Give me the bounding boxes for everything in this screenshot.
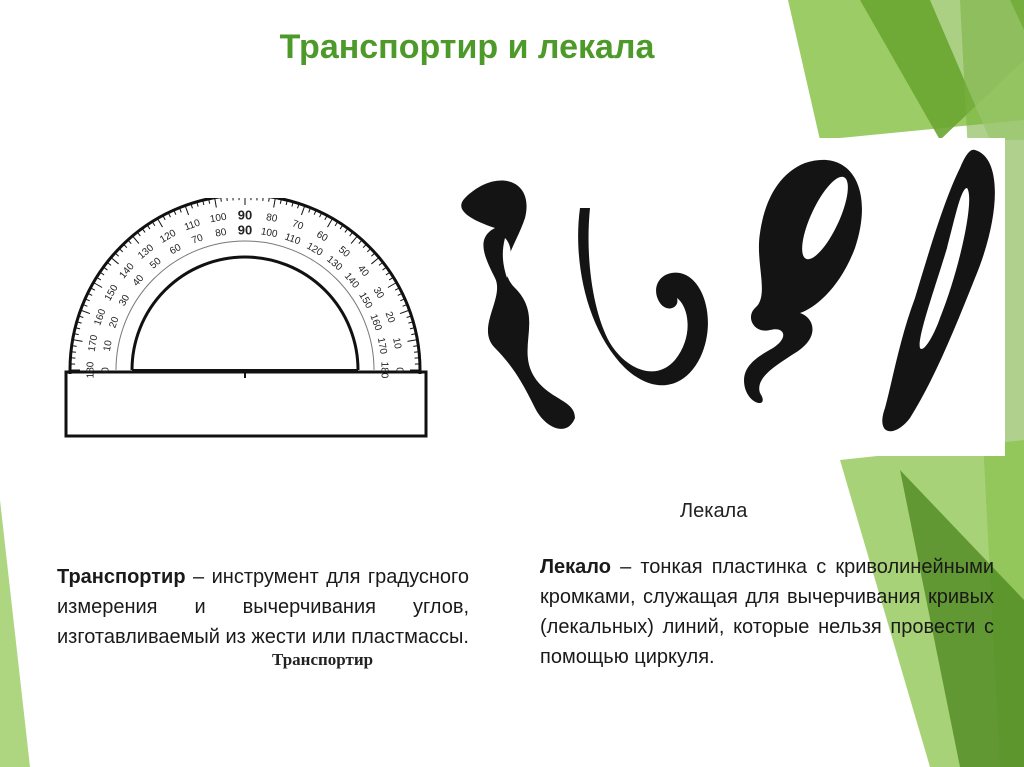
decor-left-corner	[0, 500, 30, 767]
protractor-tick	[407, 340, 417, 342]
french-curves-caption: Лекала	[680, 500, 748, 522]
protractor-scale-label: 0	[393, 367, 405, 373]
protractor-tick	[73, 340, 83, 342]
protractor-tick	[367, 248, 371, 251]
protractor-scale-label: 170	[374, 336, 389, 356]
french-curve-term: Лекало	[540, 556, 611, 578]
protractor-scale-label: 40	[130, 272, 147, 289]
protractor-scale-label: 60	[314, 229, 330, 245]
protractor-tick	[227, 198, 228, 201]
protractor-scale-label: 140	[117, 261, 137, 282]
protractor-scale-label: 70	[290, 218, 305, 233]
protractor-scale-label: 20	[107, 315, 122, 330]
protractor-scale-label: 10	[390, 336, 403, 350]
protractor-scale-label: 10	[101, 339, 115, 353]
protractor-inner-arc	[132, 257, 358, 370]
protractor-tick	[388, 283, 397, 288]
protractor-tick	[111, 258, 119, 264]
protractor-tick	[72, 346, 77, 347]
protractor-scale-label: 80	[214, 226, 228, 240]
protractor-tick	[328, 218, 333, 227]
french-curve-1	[461, 181, 575, 429]
french-curve-definition-text: – тонкая пластинка с криволинейными кромками, служащая для вычерчивания кривых (лекальных) линий, которые нельзя провести с помощью циркуля.	[540, 556, 994, 668]
protractor-tick	[221, 198, 222, 202]
protractor-tick	[414, 352, 419, 353]
protractor-tick	[371, 253, 375, 256]
protractor-tick	[413, 346, 418, 347]
protractor-tick	[81, 310, 90, 313]
protractor-definition-text: – инструмент для градусного измерения и вычерчивания углов, изготавливаемый из жести или пластмассы.	[57, 566, 469, 648]
protractor-scale-label: 150	[356, 290, 375, 311]
protractor-scale-label: 120	[304, 240, 325, 259]
protractor-scale-label: 160	[367, 312, 384, 333]
protractor-scale-label: 130	[324, 254, 345, 274]
protractor-tick	[363, 244, 366, 248]
protractor-tick	[263, 198, 264, 201]
protractor-scale-label: 180	[85, 361, 97, 379]
protractor-scale-label: 40	[355, 263, 371, 279]
french-curves-drawing	[455, 138, 1005, 456]
protractor-tick	[115, 253, 119, 256]
protractor-tick	[185, 206, 188, 215]
protractor-scale-label: 140	[341, 270, 361, 291]
protractor-tick	[215, 198, 217, 208]
protractor-scale-label: 70	[190, 232, 205, 247]
protractor-tick	[119, 248, 123, 251]
protractor-scale-label: 100	[259, 226, 279, 241]
protractor-term: Транспортир	[57, 566, 186, 588]
protractor-tick	[93, 283, 102, 288]
protractor-definition	[57, 562, 469, 652]
protractor-tick	[301, 206, 304, 215]
protractor-tick	[400, 310, 409, 313]
protractor-scale-label: 30	[117, 293, 133, 309]
french-curve-2	[578, 208, 708, 385]
protractor-scale-label: 50	[147, 255, 164, 272]
protractor-scale-label: 110	[283, 231, 302, 248]
protractor-tick	[71, 352, 76, 353]
protractor-scale-label: 30	[370, 285, 386, 301]
slide-title: Транспортир и лекала	[279, 28, 655, 66]
protractor-base	[66, 372, 426, 436]
protractor-scale-label: 90	[237, 207, 253, 223]
protractor-tick	[158, 218, 163, 227]
protractor-scale-label: 80	[265, 212, 279, 225]
protractor-tick	[274, 198, 276, 208]
protractor-scale-label: 150	[102, 283, 121, 304]
protractor-scale-label: 20	[382, 310, 397, 325]
protractor-tick	[133, 236, 139, 244]
protractor-scale-label: 90	[237, 222, 253, 238]
protractor-caption: Транспортир	[272, 650, 374, 669]
protractor-tick	[269, 198, 270, 202]
protractor-scale-label: 130	[136, 242, 157, 262]
protractor-tick	[123, 244, 126, 248]
protractor-tick	[359, 240, 362, 244]
protractor-scale-label: 170	[86, 334, 101, 353]
protractor-scale-label: 110	[183, 217, 202, 234]
french-curve-definition	[540, 552, 994, 672]
french-curves-image	[455, 138, 1005, 456]
protractor-scale-label: 180	[378, 361, 390, 379]
protractor-scale-label: 60	[168, 242, 184, 258]
protractor-tick	[351, 236, 357, 244]
protractor-tick	[371, 258, 379, 264]
protractor-drawing	[52, 198, 438, 492]
protractor-scale-label: 50	[336, 244, 352, 260]
protractor-scale-label: 0	[100, 367, 112, 373]
protractor-scale-label: 160	[92, 307, 109, 328]
protractor-scale-label: 120	[158, 227, 179, 246]
protractor-tick	[128, 240, 131, 244]
protractor-scale-label: 100	[209, 211, 228, 226]
